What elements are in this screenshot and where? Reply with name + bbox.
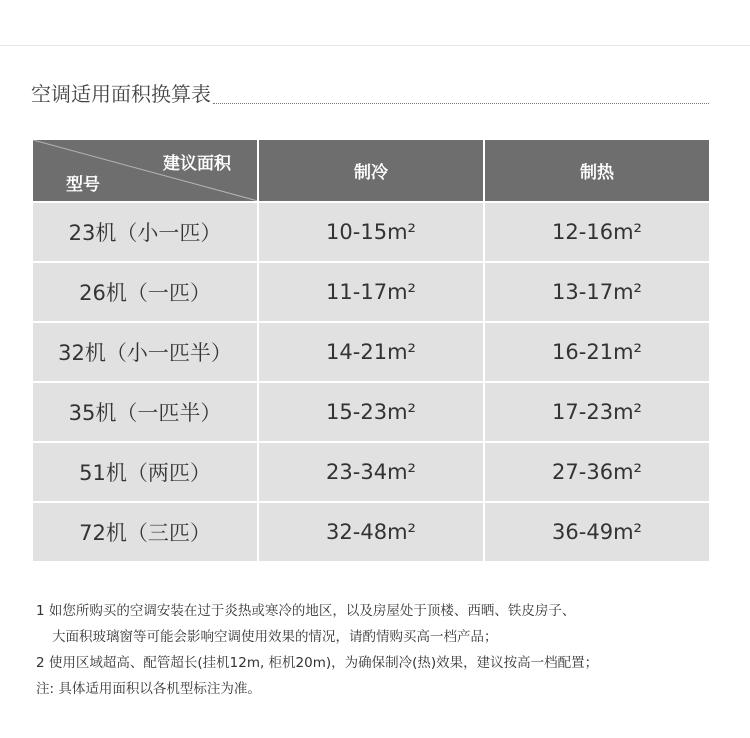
area-conversion-table	[33, 140, 709, 561]
table-header-row	[33, 140, 709, 202]
cell-heating: 13-17m²	[484, 262, 709, 322]
diagonal-header-cell	[33, 140, 258, 202]
note-disclaimer: 注: 具体适用面积以各机型标注为准。	[36, 681, 261, 697]
cell-model: 32机（小一匹半）	[33, 322, 258, 382]
cell-heating: 27-36m²	[484, 442, 709, 502]
table-row	[33, 322, 709, 382]
top-band	[0, 0, 750, 46]
cell-model: 51机（两匹）	[33, 442, 258, 502]
table-row	[33, 262, 709, 322]
title-dotted-rule	[213, 103, 709, 104]
cell-heating: 12-16m²	[484, 202, 709, 262]
cell-heating: 17-23m²	[484, 382, 709, 442]
note-1-continued: 大面积玻璃窗等可能会影响空调使用效果的情况，请酌情购买高一档产品；	[52, 629, 498, 645]
table-row	[33, 382, 709, 442]
header-cooling: 制冷	[258, 140, 484, 202]
cell-cooling: 14-21m²	[258, 322, 484, 382]
table-row	[33, 442, 709, 502]
cell-cooling: 32-48m²	[258, 502, 484, 561]
cell-cooling: 23-34m²	[258, 442, 484, 502]
header-model: 型号	[66, 175, 100, 195]
table-row	[33, 502, 709, 561]
cell-cooling: 11-17m²	[258, 262, 484, 322]
cell-model: 72机（三匹）	[33, 502, 258, 561]
cell-heating: 16-21m²	[484, 322, 709, 382]
note-2: 2 使用区域超高、配管超长(挂机12m, 柜机20m)，为确保制冷(热)效果，建议按高一档配置；	[36, 655, 599, 671]
note-1: 1 如您所购买的空调安装在过于炎热或寒冷的地区，以及房屋处于顶楼、西晒、铁皮房子、	[36, 603, 576, 619]
cell-cooling: 15-23m²	[258, 382, 484, 442]
cell-model: 26机（一匹）	[33, 262, 258, 322]
page-title: 空调适用面积换算表	[31, 82, 211, 106]
cell-heating: 36-49m²	[484, 502, 709, 561]
notes-section	[36, 598, 726, 702]
cell-model: 35机（一匹半）	[33, 382, 258, 442]
header-heating: 制热	[484, 140, 709, 202]
title-row	[31, 82, 709, 106]
table-row	[33, 202, 709, 262]
cell-model: 23机（小一匹）	[33, 202, 258, 262]
cell-cooling: 10-15m²	[258, 202, 484, 262]
header-suggested-area: 建议面积	[163, 154, 231, 174]
